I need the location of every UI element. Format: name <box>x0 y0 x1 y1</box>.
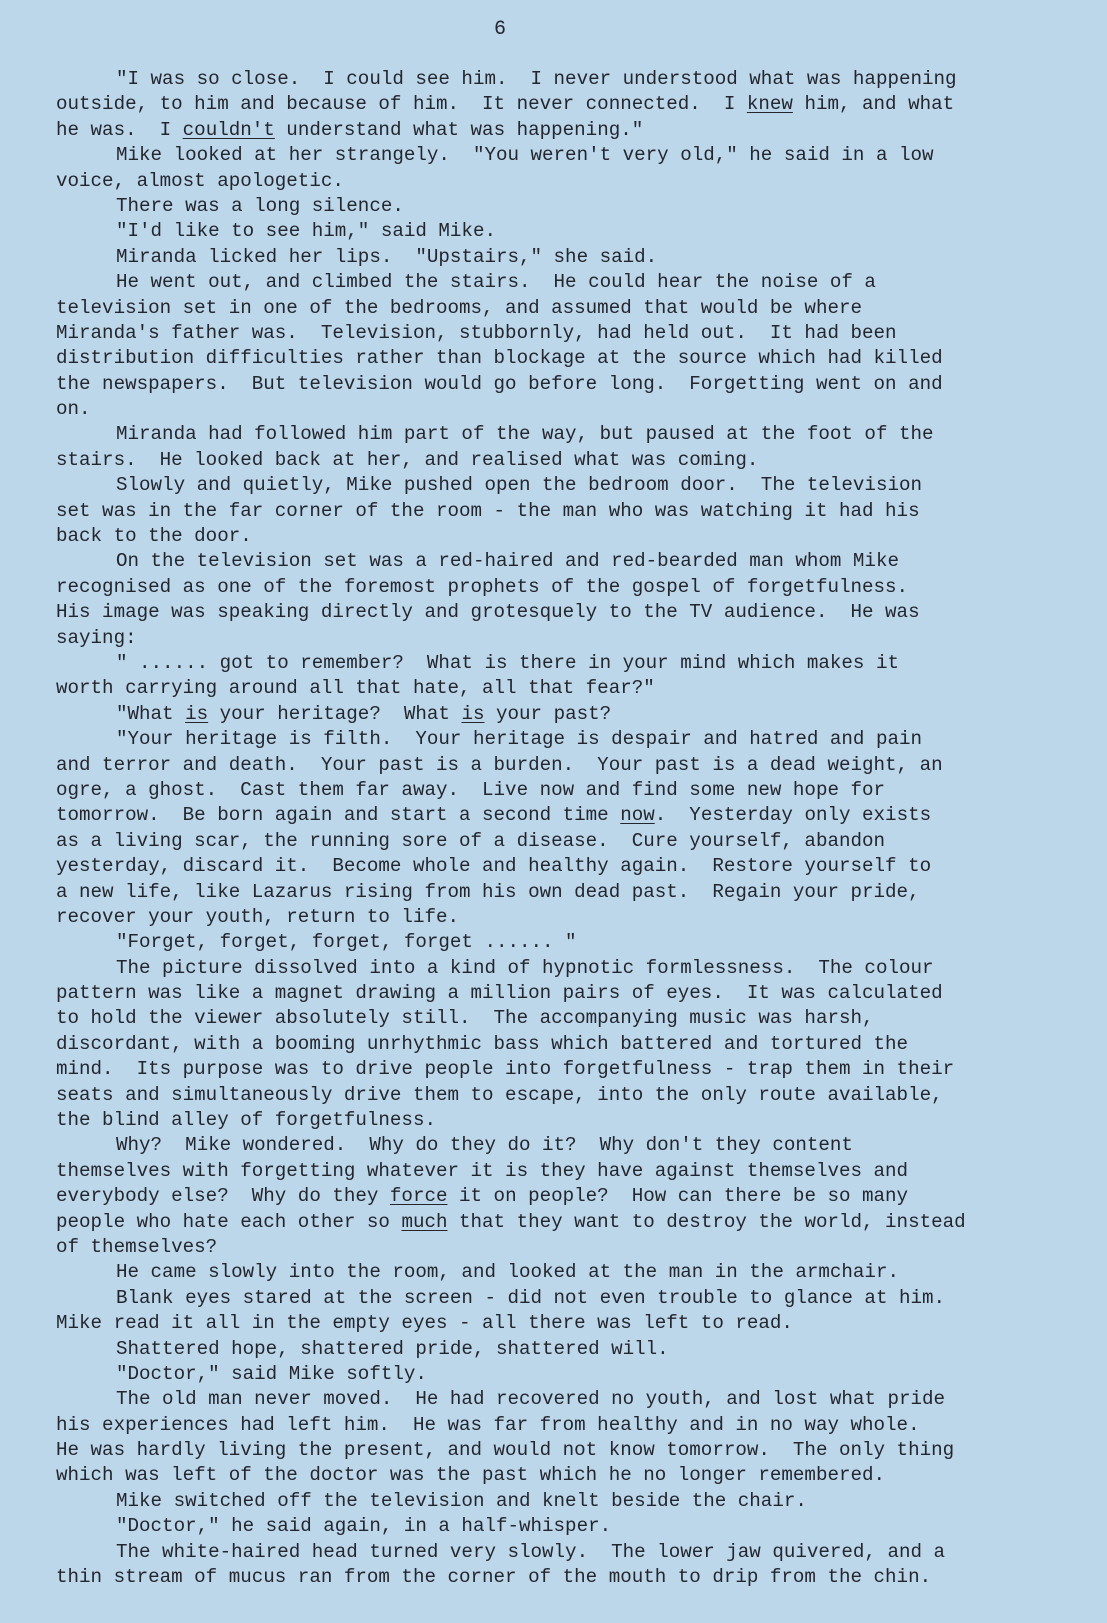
text-segment: him, and what <box>792 93 955 116</box>
text-line <box>56 1260 1096 1285</box>
text-segment: Blank eyes stared at the screen - did not even trouble to glance at him. <box>116 1286 946 1309</box>
text-line <box>56 1387 1096 1412</box>
text-segment: Mike read it all in the empty eyes - all there was left to read. <box>56 1312 793 1335</box>
underlined-word: knew <box>746 93 793 116</box>
text-line <box>56 1159 1096 1184</box>
text-line <box>56 981 1096 1006</box>
text-line <box>56 880 1096 905</box>
text-line <box>56 1032 1096 1057</box>
text-segment: Mike looked at her strangely. "You weren't very old," he said in a low <box>116 144 934 167</box>
underlined-word: force <box>389 1185 448 1208</box>
text-line <box>56 727 1096 752</box>
text-segment: the newspapers. But television would go before long. Forgetting went on and <box>56 372 943 395</box>
text-line <box>56 219 1096 244</box>
text-segment: He came slowly into the room, and looked at the man in the armchair. <box>116 1261 899 1284</box>
text-segment: Mike switched off the television and knelt beside the chair. <box>116 1489 807 1512</box>
text-line <box>56 448 1096 473</box>
text-line <box>56 1362 1096 1387</box>
text-segment: on. <box>56 398 91 421</box>
text-line <box>56 321 1096 346</box>
text-line <box>56 473 1096 498</box>
text-segment: Slowly and quietly, Mike pushed open the bedroom door. The television <box>116 474 923 497</box>
text-segment: themselves with forgetting whatever it is they have against themselves and <box>56 1159 909 1182</box>
text-segment: recognised as one of the foremost prophets of the gospel of forgetfulness. <box>56 575 909 598</box>
underlined-word: is <box>185 702 209 725</box>
text-segment: distribution difficulties rather than blockage at the source which had killed <box>56 347 943 370</box>
text-segment: Miranda licked her lips. "Upstairs," she said. <box>116 245 658 268</box>
text-line <box>56 829 1096 854</box>
text-segment: voice, almost apologetic. <box>56 169 344 192</box>
text-line <box>56 524 1096 549</box>
text-segment: "Your heritage is filth. Your heritage is despair and hatred and pain <box>116 728 923 751</box>
text-line <box>56 296 1096 321</box>
text-line <box>56 1565 1096 1590</box>
text-segment: The picture dissolved into a kind of hypnotic formlessness. The colour <box>116 956 934 979</box>
text-segment: Shattered hope, shattered pride, shattered will. <box>116 1337 669 1360</box>
text-line <box>56 626 1096 651</box>
text-line <box>56 1413 1096 1438</box>
text-segment: seats and simultaneously drive them to escape, into the only route available, <box>56 1083 943 1106</box>
text-segment: television set in one of the bedrooms, and assumed that would be where <box>56 296 863 319</box>
text-segment: There was a long silence. <box>116 194 404 217</box>
text-segment: set was in the far corner of the room - the man who was watching it had his <box>56 499 920 522</box>
text-line <box>56 1057 1096 1082</box>
text-line <box>56 854 1096 879</box>
text-segment: discordant, with a booming unrhythmic bass which battered and tortured the <box>56 1032 909 1055</box>
body-text <box>56 67 1096 1590</box>
text-segment: recover your youth, return to life. <box>56 905 460 928</box>
text-segment: The old man never moved. He had recovered no youth, and lost what pride <box>116 1388 946 1411</box>
text-line <box>56 1108 1096 1133</box>
text-line <box>56 1286 1096 1311</box>
text-segment: . Yesterday only exists <box>654 804 932 827</box>
text-segment: his experiences had left him. He was far from healthy and in no way whole. <box>56 1413 920 1436</box>
text-line <box>56 1514 1096 1539</box>
text-line <box>56 1438 1096 1463</box>
text-segment: people who hate each other so <box>56 1210 402 1233</box>
text-line <box>56 1006 1096 1031</box>
text-line <box>56 905 1096 930</box>
text-line <box>56 1184 1096 1209</box>
text-segment: ogre, a ghost. Cast them far away. Live now and find some new hope for <box>56 778 886 801</box>
text-line <box>56 422 1096 447</box>
text-line <box>56 346 1096 371</box>
underlined-word: much <box>401 1210 448 1233</box>
text-line <box>56 499 1096 524</box>
text-segment: His image was speaking directly and grotesquely to the TV audience. He was <box>56 601 920 624</box>
text-segment: everybody else? Why do they <box>56 1185 390 1208</box>
text-segment: "Forget, forget, forget, forget ...... " <box>116 931 577 954</box>
text-segment: to hold the viewer absolutely still. The accompanying music was harsh, <box>56 1007 874 1030</box>
text-segment: tomorrow. Be born again and start a second time <box>56 804 621 827</box>
text-line <box>56 803 1096 828</box>
text-segment: which was left of the doctor was the past which he no longer remembered. <box>56 1464 886 1487</box>
text-line <box>56 92 1096 117</box>
text-line <box>56 169 1096 194</box>
text-segment: "I'd like to see him," said Mike. <box>116 220 496 243</box>
text-segment: saying: <box>56 626 137 649</box>
text-segment: "I was so close. I could see him. I never understood what was happening <box>116 68 957 90</box>
text-segment: and terror and death. Your past is a burden. Your past is a dead weight, an <box>56 753 943 776</box>
underlined-word: now <box>620 804 655 827</box>
text-segment: pattern was like a magnet drawing a million pairs of eyes. It was calculated <box>56 982 943 1005</box>
text-line <box>56 1133 1096 1158</box>
text-segment: it on people? How can there be so many <box>447 1185 909 1208</box>
text-line <box>56 397 1096 422</box>
text-line <box>56 1311 1096 1336</box>
text-segment: On the television set was a red-haired and red-bearded man whom Mike <box>116 550 899 573</box>
page-number: 6 <box>493 18 506 41</box>
text-line <box>56 1463 1096 1488</box>
text-segment: worth carrying around all that hate, all that fear?" <box>56 677 655 700</box>
text-segment: your heritage? What <box>208 702 462 725</box>
text-line <box>56 1337 1096 1362</box>
text-line <box>56 651 1096 676</box>
text-segment: "What <box>116 702 186 725</box>
text-line <box>56 67 1096 92</box>
text-segment: Why? Mike wondered. Why do they do it? Why don't they content <box>116 1134 853 1157</box>
text-line <box>56 753 1096 778</box>
text-segment: he was. I <box>56 118 183 141</box>
text-segment: back to the door. <box>56 525 252 548</box>
text-segment: "Doctor," he said again, in a half-whisper. <box>116 1515 612 1538</box>
text-segment: stairs. He looked back at her, and realised what was coming. <box>56 448 759 471</box>
text-line <box>56 575 1096 600</box>
text-segment: that they want to destroy the world, instead <box>447 1210 966 1233</box>
text-line <box>56 702 1096 727</box>
text-segment: outside, to him and because of him. It never connected. I <box>56 93 747 116</box>
text-line <box>56 600 1096 625</box>
text-segment: thin stream of mucus ran from the corner of the mouth to drip from the chin. <box>56 1566 932 1589</box>
text-line <box>56 143 1096 168</box>
text-line <box>56 676 1096 701</box>
text-line <box>56 245 1096 270</box>
text-line <box>56 930 1096 955</box>
text-line <box>56 1540 1096 1565</box>
text-line <box>56 118 1096 143</box>
text-segment: Miranda had followed him part of the way, but paused at the foot of the <box>116 423 934 446</box>
text-line <box>56 194 1096 219</box>
text-line <box>56 778 1096 803</box>
text-line <box>56 1083 1096 1108</box>
underlined-word: is <box>461 702 485 725</box>
text-line <box>56 270 1096 295</box>
underlined-word: couldn't <box>182 118 275 141</box>
text-line <box>56 1489 1096 1514</box>
text-segment: a new life, like Lazarus rising from his own dead past. Regain your pride, <box>56 880 920 903</box>
text-line <box>56 1235 1096 1260</box>
text-segment: He went out, and climbed the stairs. He could hear the noise of a <box>116 271 876 294</box>
text-segment: understand what was happening." <box>274 118 644 141</box>
text-line <box>56 956 1096 981</box>
text-segment: " ...... got to remember? What is there in your mind which makes it <box>116 651 899 674</box>
text-segment: as a living scar, the running sore of a disease. Cure yourself, abandon <box>56 829 886 852</box>
text-line <box>56 372 1096 397</box>
text-segment: of themselves? <box>56 1235 218 1258</box>
text-segment: The white-haired head turned very slowly. The lower jaw quivered, and a <box>116 1540 946 1563</box>
text-line <box>56 549 1096 574</box>
text-segment: "Doctor," said Mike softly. <box>116 1362 427 1385</box>
text-segment: the blind alley of forgetfulness. <box>56 1109 436 1132</box>
text-segment: mind. Its purpose was to drive people into forgetfulness - trap them in their <box>56 1058 955 1081</box>
text-segment: Miranda's father was. Television, stubbornly, had held out. It had been <box>56 321 897 344</box>
text-line <box>56 1210 1096 1235</box>
text-segment: your past? <box>484 702 612 725</box>
text-segment: yesterday, discard it. Become whole and healthy again. Restore yourself to <box>56 855 932 878</box>
text-segment: He was hardly living the present, and would not know tomorrow. The only thing <box>56 1439 955 1462</box>
